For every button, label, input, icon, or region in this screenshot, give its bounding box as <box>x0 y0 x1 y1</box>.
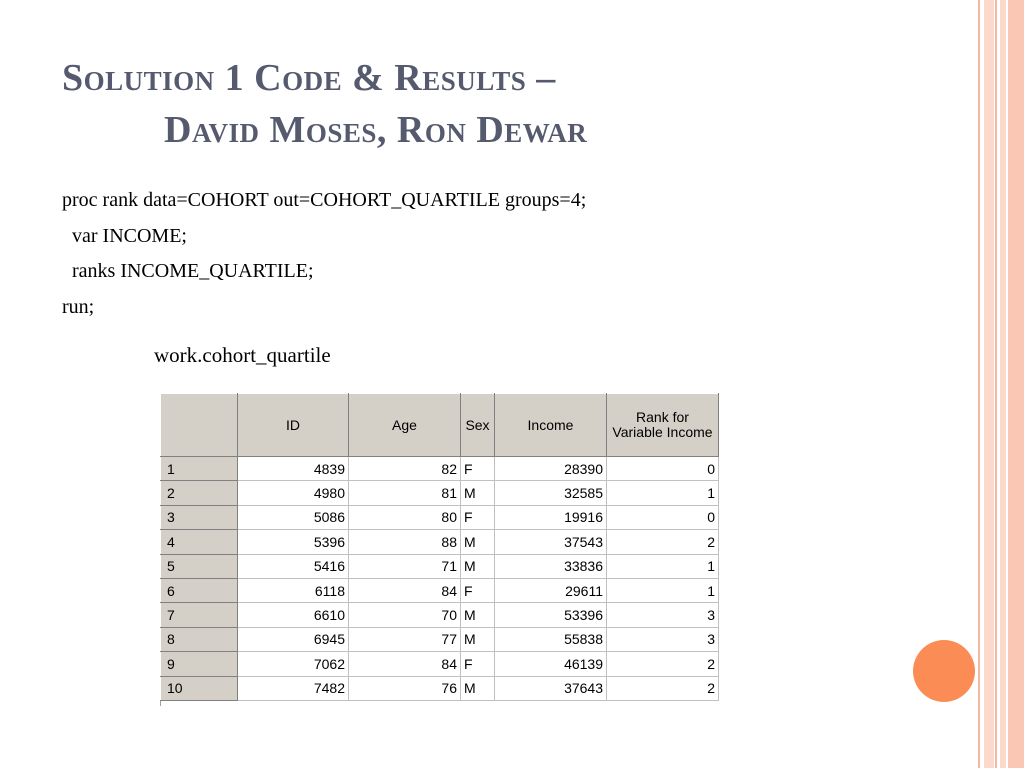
row-number-cell[interactable]: 4 <box>161 530 238 554</box>
id-cell[interactable]: 5416 <box>238 554 349 578</box>
stripe <box>984 0 994 768</box>
sas-code-block <box>62 183 586 325</box>
title-line-2: David Moses, Ron Dewar <box>164 109 588 151</box>
age-cell[interactable]: 80 <box>349 505 461 529</box>
income-cell[interactable]: 28390 <box>495 457 607 481</box>
age-cell[interactable]: 84 <box>349 578 461 602</box>
id-cell[interactable]: 4980 <box>238 481 349 505</box>
income-cell[interactable]: 19916 <box>495 505 607 529</box>
column-header-age[interactable]: Age <box>349 394 461 457</box>
sex-cell[interactable]: F <box>461 652 495 676</box>
sex-cell[interactable]: F <box>461 457 495 481</box>
table-row[interactable] <box>161 505 719 529</box>
table-row[interactable] <box>161 481 719 505</box>
income-cell[interactable]: 53396 <box>495 603 607 627</box>
rank-cell[interactable]: 3 <box>607 603 719 627</box>
title-line-1: Solution 1 Code & Results – <box>62 57 556 99</box>
row-number-cell[interactable]: 10 <box>161 676 238 700</box>
row-number-cell[interactable]: 7 <box>161 603 238 627</box>
id-cell[interactable]: 4839 <box>238 457 349 481</box>
row-number-cell[interactable]: 9 <box>161 652 238 676</box>
code-line: run; <box>62 295 95 318</box>
rank-cell[interactable]: 1 <box>607 578 719 602</box>
sex-cell[interactable]: M <box>461 481 495 505</box>
results-table <box>160 393 719 701</box>
table-row[interactable] <box>161 603 719 627</box>
stripe <box>978 0 980 768</box>
age-cell[interactable]: 88 <box>349 530 461 554</box>
income-cell[interactable]: 29611 <box>495 578 607 602</box>
income-cell[interactable]: 32585 <box>495 481 607 505</box>
sex-cell[interactable]: M <box>461 554 495 578</box>
id-cell[interactable]: 6945 <box>238 627 349 651</box>
id-cell[interactable]: 6118 <box>238 578 349 602</box>
rank-cell[interactable]: 2 <box>607 652 719 676</box>
income-cell[interactable]: 37643 <box>495 676 607 700</box>
rank-cell[interactable]: 1 <box>607 554 719 578</box>
table-row[interactable] <box>161 457 719 481</box>
dataset-viewer <box>160 393 728 706</box>
age-cell[interactable]: 76 <box>349 676 461 700</box>
row-number-cell[interactable]: 3 <box>161 505 238 529</box>
code-line: var INCOME; <box>62 224 187 247</box>
age-cell[interactable]: 70 <box>349 603 461 627</box>
decorative-orange-circle <box>913 640 975 702</box>
income-cell[interactable]: 55838 <box>495 627 607 651</box>
age-cell[interactable]: 71 <box>349 554 461 578</box>
age-cell[interactable]: 77 <box>349 627 461 651</box>
code-line: proc rank data=COHORT out=COHORT_QUARTILE groups=4; <box>62 189 587 211</box>
table-row[interactable] <box>161 652 719 676</box>
row-number-cell[interactable]: 2 <box>161 481 238 505</box>
income-cell[interactable]: 46139 <box>495 652 607 676</box>
column-header-income[interactable]: Income <box>495 394 607 457</box>
income-cell[interactable]: 37543 <box>495 530 607 554</box>
table-body <box>161 457 719 701</box>
table-row[interactable] <box>161 578 719 602</box>
table-row[interactable] <box>161 676 719 700</box>
column-header-id[interactable]: ID <box>238 394 349 457</box>
rank-cell[interactable]: 3 <box>607 627 719 651</box>
decorative-side-stripes <box>978 0 1024 768</box>
id-cell[interactable]: 7482 <box>238 676 349 700</box>
rank-cell[interactable]: 2 <box>607 676 719 700</box>
age-cell[interactable]: 82 <box>349 457 461 481</box>
row-number-header[interactable] <box>161 394 238 457</box>
sex-cell[interactable]: M <box>461 627 495 651</box>
stripe <box>1000 0 1006 768</box>
age-cell[interactable]: 84 <box>349 652 461 676</box>
rank-cell[interactable]: 0 <box>607 457 719 481</box>
row-number-cell[interactable]: 5 <box>161 554 238 578</box>
id-cell[interactable]: 5086 <box>238 505 349 529</box>
code-line: ranks INCOME_QUARTILE; <box>62 260 314 282</box>
slide-title <box>62 52 587 156</box>
table-row[interactable] <box>161 530 719 554</box>
sex-cell[interactable]: F <box>461 578 495 602</box>
dataset-caption: work.cohort_quartile <box>154 343 331 367</box>
row-number-cell[interactable]: 6 <box>161 578 238 602</box>
stripe <box>995 0 997 768</box>
id-cell[interactable]: 5396 <box>238 530 349 554</box>
age-cell[interactable]: 81 <box>349 481 461 505</box>
rank-cell[interactable]: 0 <box>607 505 719 529</box>
column-header-rank[interactable]: Rank for Variable Income <box>607 394 719 457</box>
row-number-cell[interactable]: 1 <box>161 457 238 481</box>
sex-cell[interactable]: F <box>461 505 495 529</box>
table-row[interactable] <box>161 627 719 651</box>
sex-cell[interactable]: M <box>461 530 495 554</box>
stripe <box>1008 0 1024 768</box>
id-cell[interactable]: 7062 <box>238 652 349 676</box>
header-row <box>161 394 719 457</box>
row-number-cell[interactable]: 8 <box>161 627 238 651</box>
rank-cell[interactable]: 1 <box>607 481 719 505</box>
sex-cell[interactable]: M <box>461 603 495 627</box>
column-header-sex[interactable]: Sex <box>461 394 495 457</box>
income-cell[interactable]: 33836 <box>495 554 607 578</box>
table-row[interactable] <box>161 554 719 578</box>
id-cell[interactable]: 6610 <box>238 603 349 627</box>
rank-cell[interactable]: 2 <box>607 530 719 554</box>
sex-cell[interactable]: M <box>461 676 495 700</box>
